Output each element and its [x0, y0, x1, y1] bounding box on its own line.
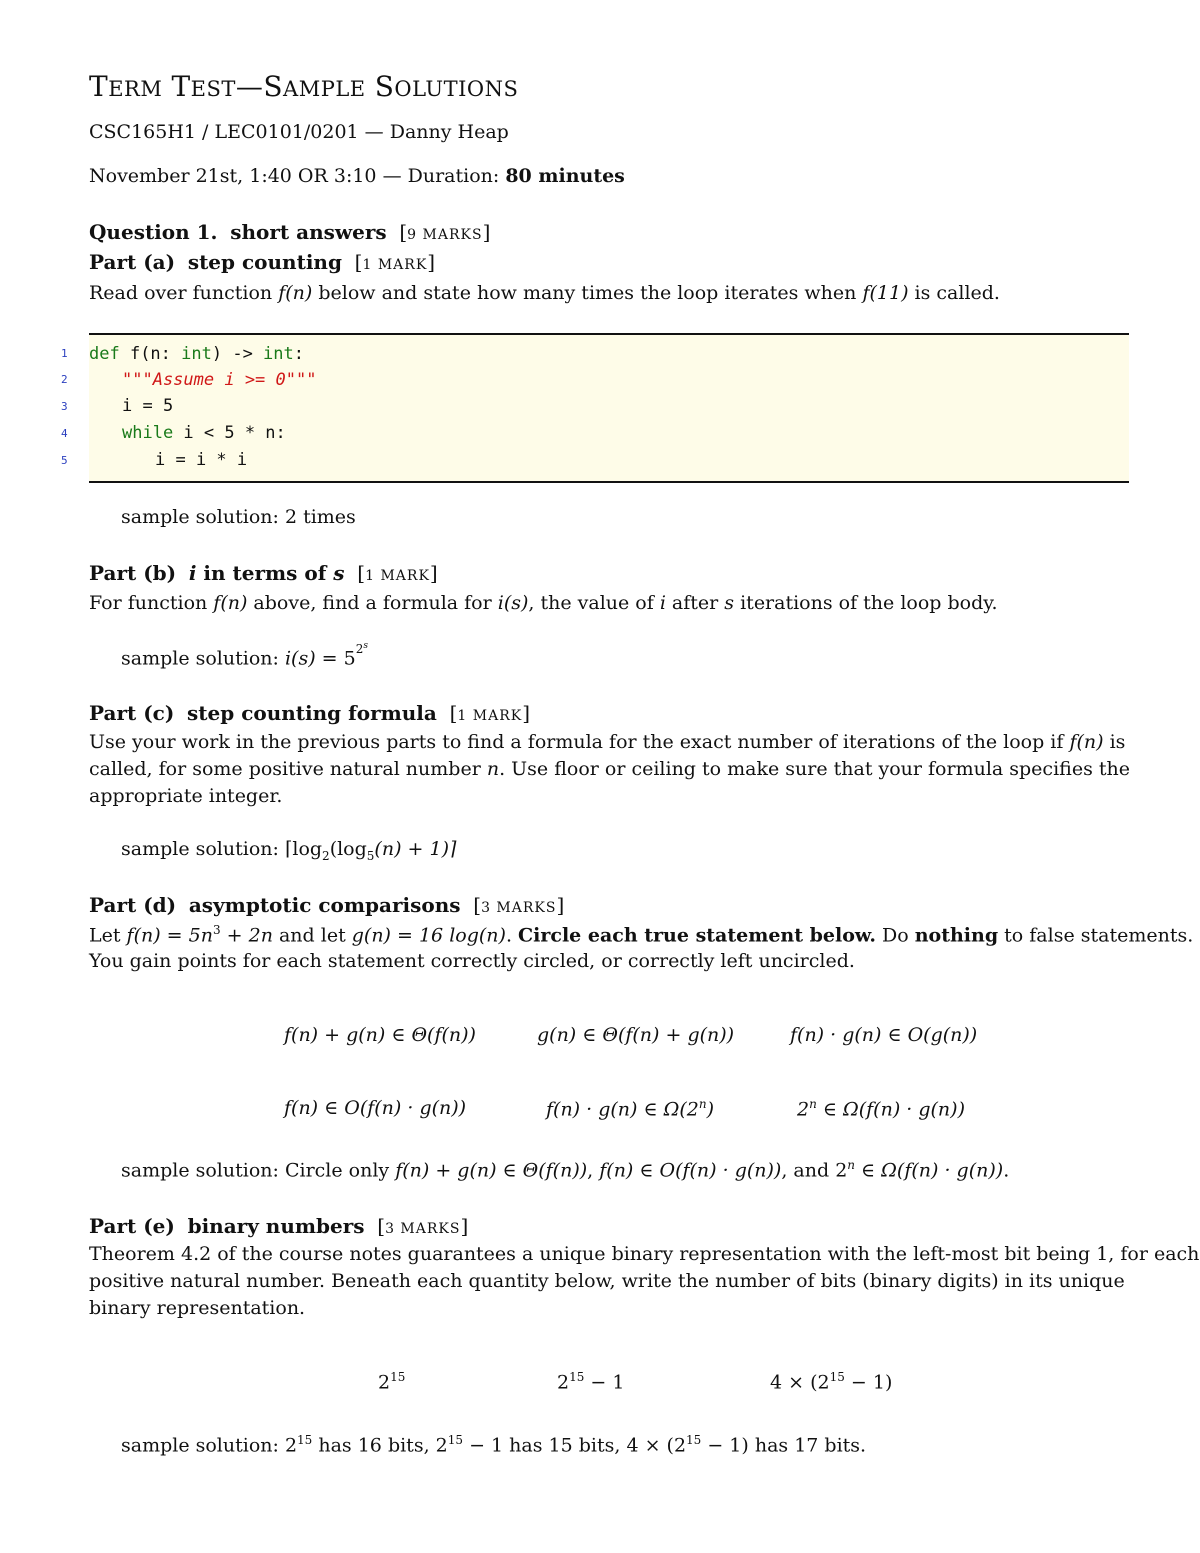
code-line-5: i = i * i	[155, 450, 248, 470]
part-d-heading: Part (d) asymptotic comparisons [3 MARKS]	[89, 893, 565, 917]
statement-6[interactable]: 2$^n$ ∈ Ω(f(n) · g(n))	[797, 1097, 965, 1121]
course-line: CSC165H1 / LEC0101/0201 — Danny Heap	[89, 121, 509, 143]
question-1-heading: Question 1. short answers [9 MARKS]	[89, 220, 491, 244]
part-d-text-line-2: You gain points for each statement correctly circled, or correctly left uncircled.	[89, 950, 855, 972]
page-title: TERM TEST—SAMPLE SOLUTIONS	[89, 70, 519, 103]
part-e-text-line-1: Theorem 4.2 of the course notes guarantees a unique binary representation with the left-most bit being 1, for each	[89, 1243, 1200, 1265]
part-c-text-line-2: called, for some positive natural number n. Use floor or ceiling to make sure that your formula specifies the	[89, 758, 1130, 780]
line-number: 4	[61, 427, 68, 440]
date-line: November 21st, 1:40 OR 3:10 — Duration: 80 minutes	[89, 165, 625, 187]
line-number: 5	[61, 454, 68, 467]
part-c-text-line-3: appropriate integer.	[89, 785, 283, 807]
statement-2[interactable]: g(n) ∈ Θ(f(n) + g(n))	[537, 1024, 735, 1046]
quantity-3[interactable]: $4 \times (2^{15} - 1)$	[770, 1370, 893, 1394]
part-a-solution: sample solution: 2 times	[121, 506, 356, 528]
line-number: 1	[61, 347, 68, 360]
part-b-solution: sample solution: $i(s) = 5^{2^s}$	[121, 641, 368, 670]
statement-1[interactable]: f(n) + g(n) ∈ Θ(f(n))	[284, 1024, 476, 1046]
code-listing	[89, 333, 1129, 483]
part-b-text: For function f(n) above, find a formula for i(s), the value of i after s iterations of the loop body.	[89, 592, 998, 614]
quantity-2[interactable]: $2^{15} - 1$	[557, 1370, 625, 1394]
part-c-heading: Part (c) step counting formula [1 MARK]	[89, 701, 531, 725]
statement-5[interactable]: f(n) · g(n) ∈ Ω(2$^n$)	[546, 1097, 714, 1121]
part-b-heading: Part (b) i in terms of s [1 MARK]	[89, 561, 438, 585]
quantity-1[interactable]: $2^{15}$	[378, 1370, 406, 1394]
code-line-3: i = 5	[122, 396, 174, 416]
part-c-solution: sample solution: $⌈\log_2(\log_5(n)$ + 1)⌉	[121, 838, 457, 863]
code-line-2: """Assume i >= 0"""	[122, 370, 317, 390]
code-line-1: def f(n: int) -> int:	[89, 344, 305, 364]
part-c-text-line-1: Use your work in the previous parts to find a formula for the exact number of iterations of the loop if f(n) is	[89, 731, 1126, 753]
part-e-solution: sample solution: $2^{15}$ has 16 bits, $2^{15} - 1$ has 15 bits, $4 \times (2^{15} - 1)$ has 17 bits.	[121, 1433, 867, 1457]
part-e-text-line-3: binary representation.	[89, 1297, 306, 1319]
part-e-text-line-2: positive natural number. Beneath each quantity below, write the number of bits (binary digits) in its unique	[89, 1270, 1125, 1292]
line-number: 2	[61, 373, 68, 386]
code-line-4: while i < 5 * n:	[122, 423, 286, 443]
statement-3[interactable]: f(n) · g(n) ∈ O(g(n))	[790, 1024, 978, 1046]
part-d-solution: sample solution: Circle only f(n) + g(n) ∈ Θ(f(n)), f(n) ∈ O(f(n) · g(n)), and 2$^n$ ∈ Ω(f(n) · g(n)).	[121, 1158, 1010, 1182]
part-a-text: Read over function f(n) below and state how many times the loop iterates when f(11) is called.	[89, 282, 1000, 304]
part-e-heading: Part (e) binary numbers [3 MARKS]	[89, 1214, 469, 1238]
statement-4[interactable]: f(n) ∈ O(f(n) · g(n))	[284, 1097, 467, 1119]
line-number: 3	[61, 400, 68, 413]
part-a-heading: Part (a) step counting [1 MARK]	[89, 250, 436, 274]
part-d-text-line-1: Let $f(n) = 5n^3 + 2n$ and let g(n) = 16 log(n). Circle each true statement below. Do nothing to false statements.	[89, 923, 1194, 947]
